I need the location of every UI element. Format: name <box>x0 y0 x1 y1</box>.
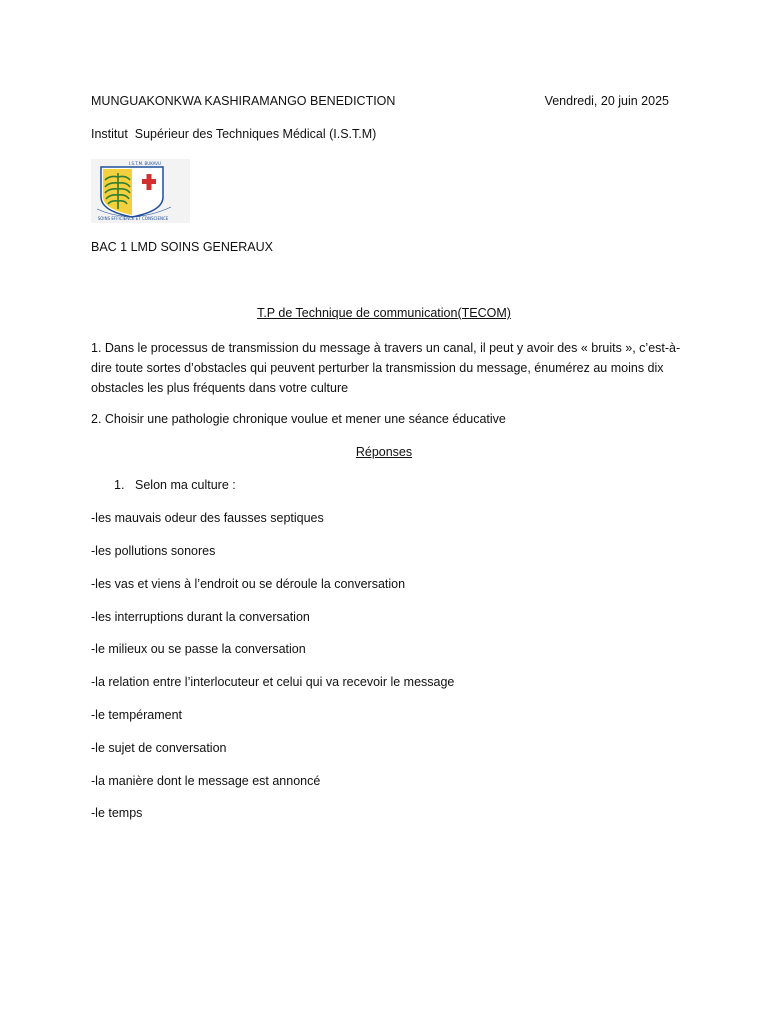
assignment-title: T.P de Technique de communication(TECOM) <box>257 306 511 320</box>
author-name: MUNGUAKONKWA KASHIRAMANGO BENEDICTION <box>91 94 396 108</box>
list-item: -la relation entre l’interlocuteur et celui qui va recevoir le message <box>91 675 455 689</box>
answer-item-1 <box>114 476 236 496</box>
list-item: -les vas et viens à l’endroit ou se déroule la conversation <box>91 577 406 591</box>
list-item: -les pollutions sonores <box>91 544 216 558</box>
institution-name: Institut Supérieur des Techniques Médical (I.S.T.M) <box>91 127 377 141</box>
question-2: 2. Choisir une pathologie chronique voulue et mener une séance éducative <box>91 412 506 426</box>
list-item: -les interruptions durant la conversation <box>91 610 310 624</box>
list-item: -le tempérament <box>91 708 183 722</box>
logo-motto: SOINS EFFICIENCE ET CONSCIENCE <box>97 216 169 221</box>
answers-heading: Réponses <box>355 445 413 459</box>
logo-top-text: I.S.T.M. BUKAVU <box>129 161 161 166</box>
list-item: -les mauvais odeur des fausses septiques <box>91 511 324 525</box>
list-item: -la manière dont le message est annoncé <box>91 774 321 788</box>
document-date: Vendredi, 20 juin 2025 <box>544 94 669 108</box>
academic-level: BAC 1 LMD SOINS GENERAUX <box>91 240 273 254</box>
question-1: 1. Dans le processus de transmission du message à travers un canal, il peut y avoir des « bruits », c’est-à-dire toute sortes d’obstacles qui peuvent perturber la transmission du message, énumérez au moins dix obstacles les plus fréquents dans votre culture <box>91 341 681 395</box>
answer-item-1-label: Selon ma culture : <box>135 478 236 492</box>
list-item: -le sujet de conversation <box>91 741 227 755</box>
list-item: -le milieux ou se passe la conversation <box>91 642 306 656</box>
institution-logo <box>91 159 190 223</box>
answer-item-1-number: 1. <box>114 478 125 492</box>
list-item: -le temps <box>91 806 143 820</box>
